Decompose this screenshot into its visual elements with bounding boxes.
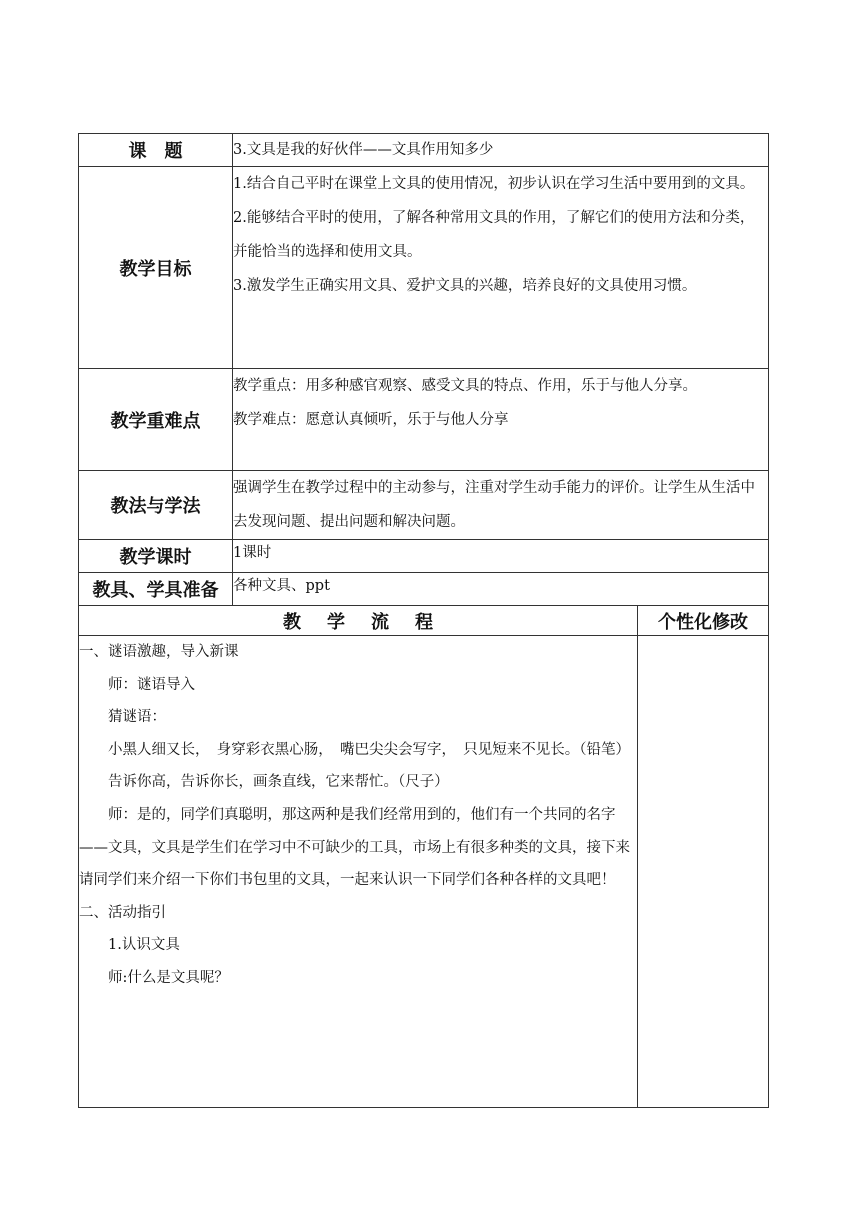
flow-header <box>79 606 638 636</box>
method-value: 强调学生在教学过程中的主动参与，注重对学生动手能力的评价。让学生从生活中去发现问题、提出问题和解决问题。 <box>233 471 769 540</box>
riddle-line: 小黑人细又长， 身穿彩衣黑心肠， 嘴巴尖尖会写字， 只见短来不见长。（铅笔） <box>108 741 630 758</box>
goals-content <box>233 167 769 369</box>
flow-line: 猜谜语： <box>108 709 166 726</box>
title-value: 3.文具是我的好伙伴——文具作用知多少 <box>233 134 769 167</box>
flow-line: 1.认识文具 <box>108 937 180 954</box>
hours-label: 教学课时 <box>79 540 233 573</box>
tools-value: 各种文具、ppt <box>233 573 769 606</box>
tools-label: 教具、学具准备 <box>79 573 233 606</box>
revision-header: 个性化修改 <box>638 606 769 636</box>
goal-item: 2.能够结合平时的使用，了解各种常用文具的作用，了解它们的使用方法和分类，并能恰当的选择和使用文具。 <box>233 210 755 260</box>
flow-header-row <box>79 606 769 636</box>
section-heading: 二、活动指引 <box>79 904 166 921</box>
flow-line: 师:什么是文具呢？ <box>108 969 229 986</box>
method-row <box>79 471 769 540</box>
goals-row <box>79 167 769 369</box>
section-heading: 一、谜语激趣，导入新课 <box>79 644 239 660</box>
key-points-content <box>233 369 769 471</box>
flow-content <box>79 636 638 1108</box>
goal-item: 1.结合自己平时在课堂上文具的使用情况，初步认识在学习生活中要用到的文具。 <box>233 176 755 192</box>
flow-paragraph: 师：是的，同学们真聪明，那这两种是我们经常用到的，他们有一个共同的名字——文具，文具是学生们在学习中不可缺少的工具，市场上有很多种类的文具，接下来请同学们来介绍一下你们书包里的文具，一起来认识一下同学们各种各样的文具吧！ <box>79 806 630 889</box>
flow-body-row <box>79 636 769 1108</box>
hours-value: 1课时 <box>233 540 769 573</box>
flow-header-text: 教学流程 <box>283 611 459 633</box>
lesson-plan-table <box>78 133 769 1108</box>
difficult-point-item: 教学难点：愿意认真倾听，乐于与他人分享 <box>233 412 509 428</box>
hours-row <box>79 540 769 573</box>
key-point-item: 教学重点：用多种感官观察、感受文具的特点、作用，乐于与他人分享。 <box>233 378 697 394</box>
goals-label: 教学目标 <box>79 167 233 369</box>
method-label: 教法与学法 <box>79 471 233 540</box>
flow-line: 师：谜语导入 <box>108 676 195 693</box>
key-points-label: 教学重难点 <box>79 369 233 471</box>
riddle-line: 告诉你高，告诉你长，画条直线，它来帮忙。（尺子） <box>108 774 449 791</box>
revision-column <box>638 636 769 1108</box>
title-label: 课 题 <box>79 134 233 167</box>
key-points-row <box>79 369 769 471</box>
goal-item: 3.激发学生正确实用文具、爱护文具的兴趣，培养良好的文具使用习惯。 <box>233 278 697 294</box>
title-row <box>79 134 769 167</box>
tools-row <box>79 573 769 606</box>
